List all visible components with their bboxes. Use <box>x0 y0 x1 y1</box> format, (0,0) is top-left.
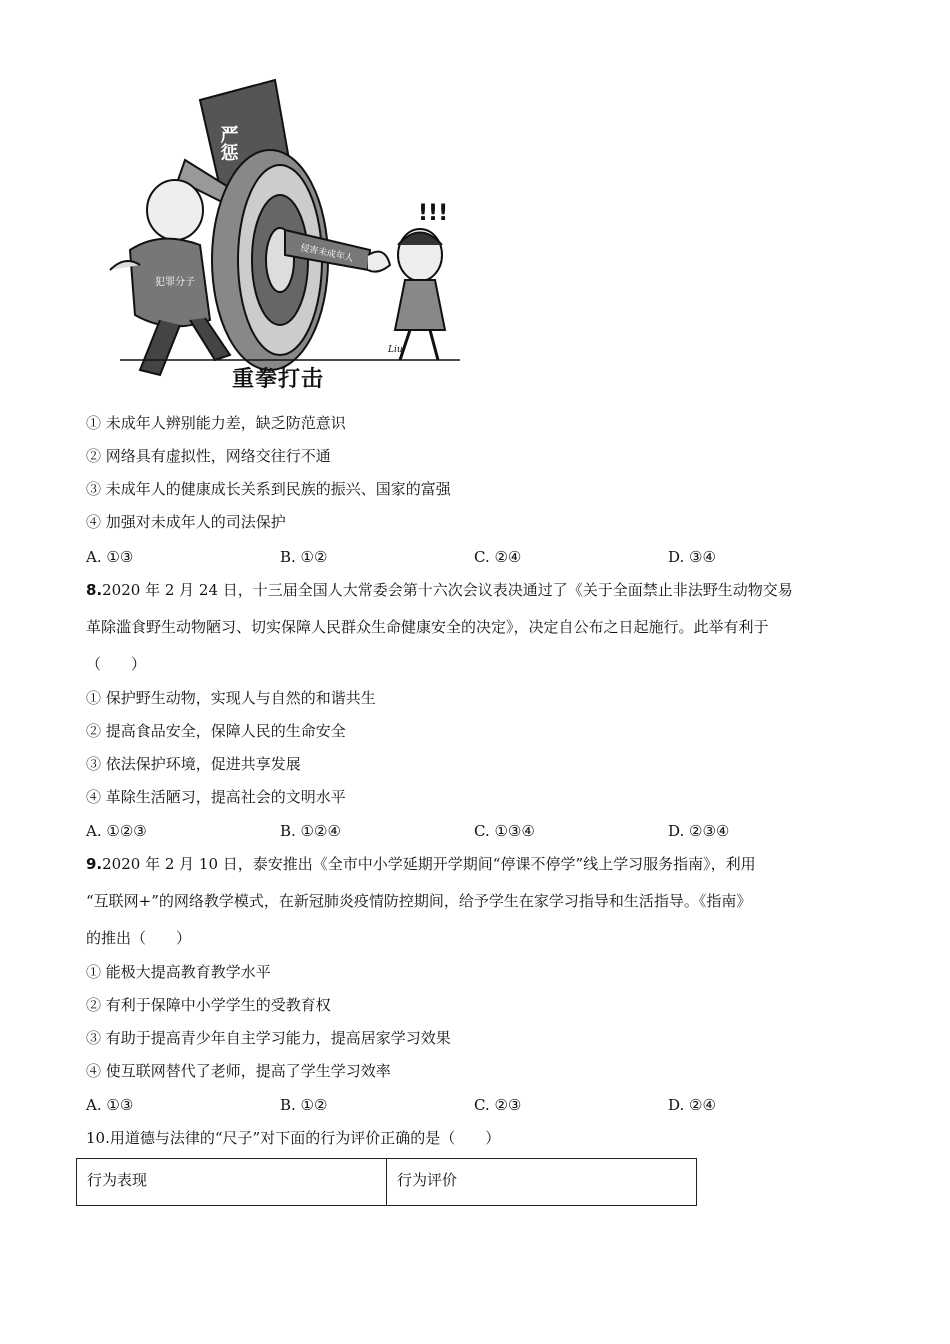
q8-number: 8. <box>86 581 103 599</box>
q8-item-1: ① 保护野生动物，实现人与自然的和谐共生 <box>86 689 376 707</box>
table-header-row <box>77 1159 697 1206</box>
q8-option-a: A. ①②③ <box>86 822 147 840</box>
q9-option-b: B. ①② <box>280 1096 328 1114</box>
q7-option-a: A. ①③ <box>86 548 134 566</box>
q8-item-4: ④ 革除生活陋习，提高社会的文明水平 <box>86 788 346 806</box>
q7-item-3: ③ 未成年人的健康成长关系到民族的振兴、国家的富强 <box>86 480 451 498</box>
stamp-label: 严惩 <box>217 125 239 161</box>
q9-number: 9. <box>86 855 103 873</box>
q7-option-d: D. ③④ <box>668 548 716 566</box>
q10-line-1: 10.用道德与法律的“尺子”对下面的行为评价正确的是（ ） <box>86 1129 501 1147</box>
q9-option-c: C. ②③ <box>474 1096 522 1114</box>
q9-option-a: A. ①③ <box>86 1096 134 1114</box>
q9-option-d: D. ②④ <box>668 1096 716 1114</box>
q8-option-c: C. ①③④ <box>474 822 535 840</box>
q8-line-3: （ ） <box>86 655 147 673</box>
q8-option-d: D. ②③④ <box>668 822 730 840</box>
q9-item-3: ③ 有助于提高青少年自主学习能力，提高居家学习效果 <box>86 1029 451 1047</box>
q8-line-2: 革除滥食野生动物陋习、切实保障人民群众生命健康安全的决定》，决定自公布之日起施行。此举有利于 <box>86 618 769 636</box>
exclaim-mark: !!! <box>418 201 449 226</box>
q7-item-4: ④ 加强对未成年人的司法保护 <box>86 513 286 531</box>
q9-item-4: ④ 使互联网替代了老师，提高了学生学习效率 <box>86 1062 391 1080</box>
q7-option-c: C. ②④ <box>474 548 522 566</box>
q9-item-2: ② 有利于保障中小学学生的受教育权 <box>86 996 331 1014</box>
q7-item-1: ① 未成年人辨别能力差，缺乏防范意识 <box>86 414 346 432</box>
q8-option-b: B. ①②④ <box>280 822 341 840</box>
q9-line-1: 9.2020 年 2 月 10 日，泰安推出《全市中小学延期开学期间“停课不停学”线上学习服务指南》，利用 <box>86 855 756 873</box>
cartoon-illustration <box>100 70 480 400</box>
q9-line-2: “互联网+”的网络教学模式，在新冠肺炎疫情防控期间，给予学生在家学习指导和生活指导。《指南》 <box>86 892 752 910</box>
artist-signature: Liu <box>388 345 403 355</box>
q8-line-1: 8.2020 年 2 月 24 日，十三届全国人大常委会第十六次会议表决通过了《关于全面禁止非法野生动物交易 <box>86 581 793 599</box>
table-header-behavior: 行为表现 <box>77 1159 387 1206</box>
cartoon-caption: 重拳打击 <box>232 367 325 392</box>
q7-option-b: B. ①② <box>280 548 328 566</box>
q9-item-1: ① 能极大提高教育教学水平 <box>86 963 271 981</box>
table-header-evaluation: 行为评价 <box>387 1159 697 1206</box>
criminal-label: 犯罪分子 <box>155 277 195 288</box>
q7-item-2: ② 网络具有虚拟性，网络交往行不通 <box>86 447 331 465</box>
q8-item-2: ② 提高食品安全，保障人民的生命安全 <box>86 722 346 740</box>
behavior-table <box>76 1158 697 1206</box>
arm-label: 侵害未成年人 <box>299 243 355 265</box>
q8-item-3: ③ 依法保护环境，促进共享发展 <box>86 755 301 773</box>
q9-line-3: 的推出（ ） <box>86 929 192 947</box>
girl-figure <box>387 201 448 360</box>
